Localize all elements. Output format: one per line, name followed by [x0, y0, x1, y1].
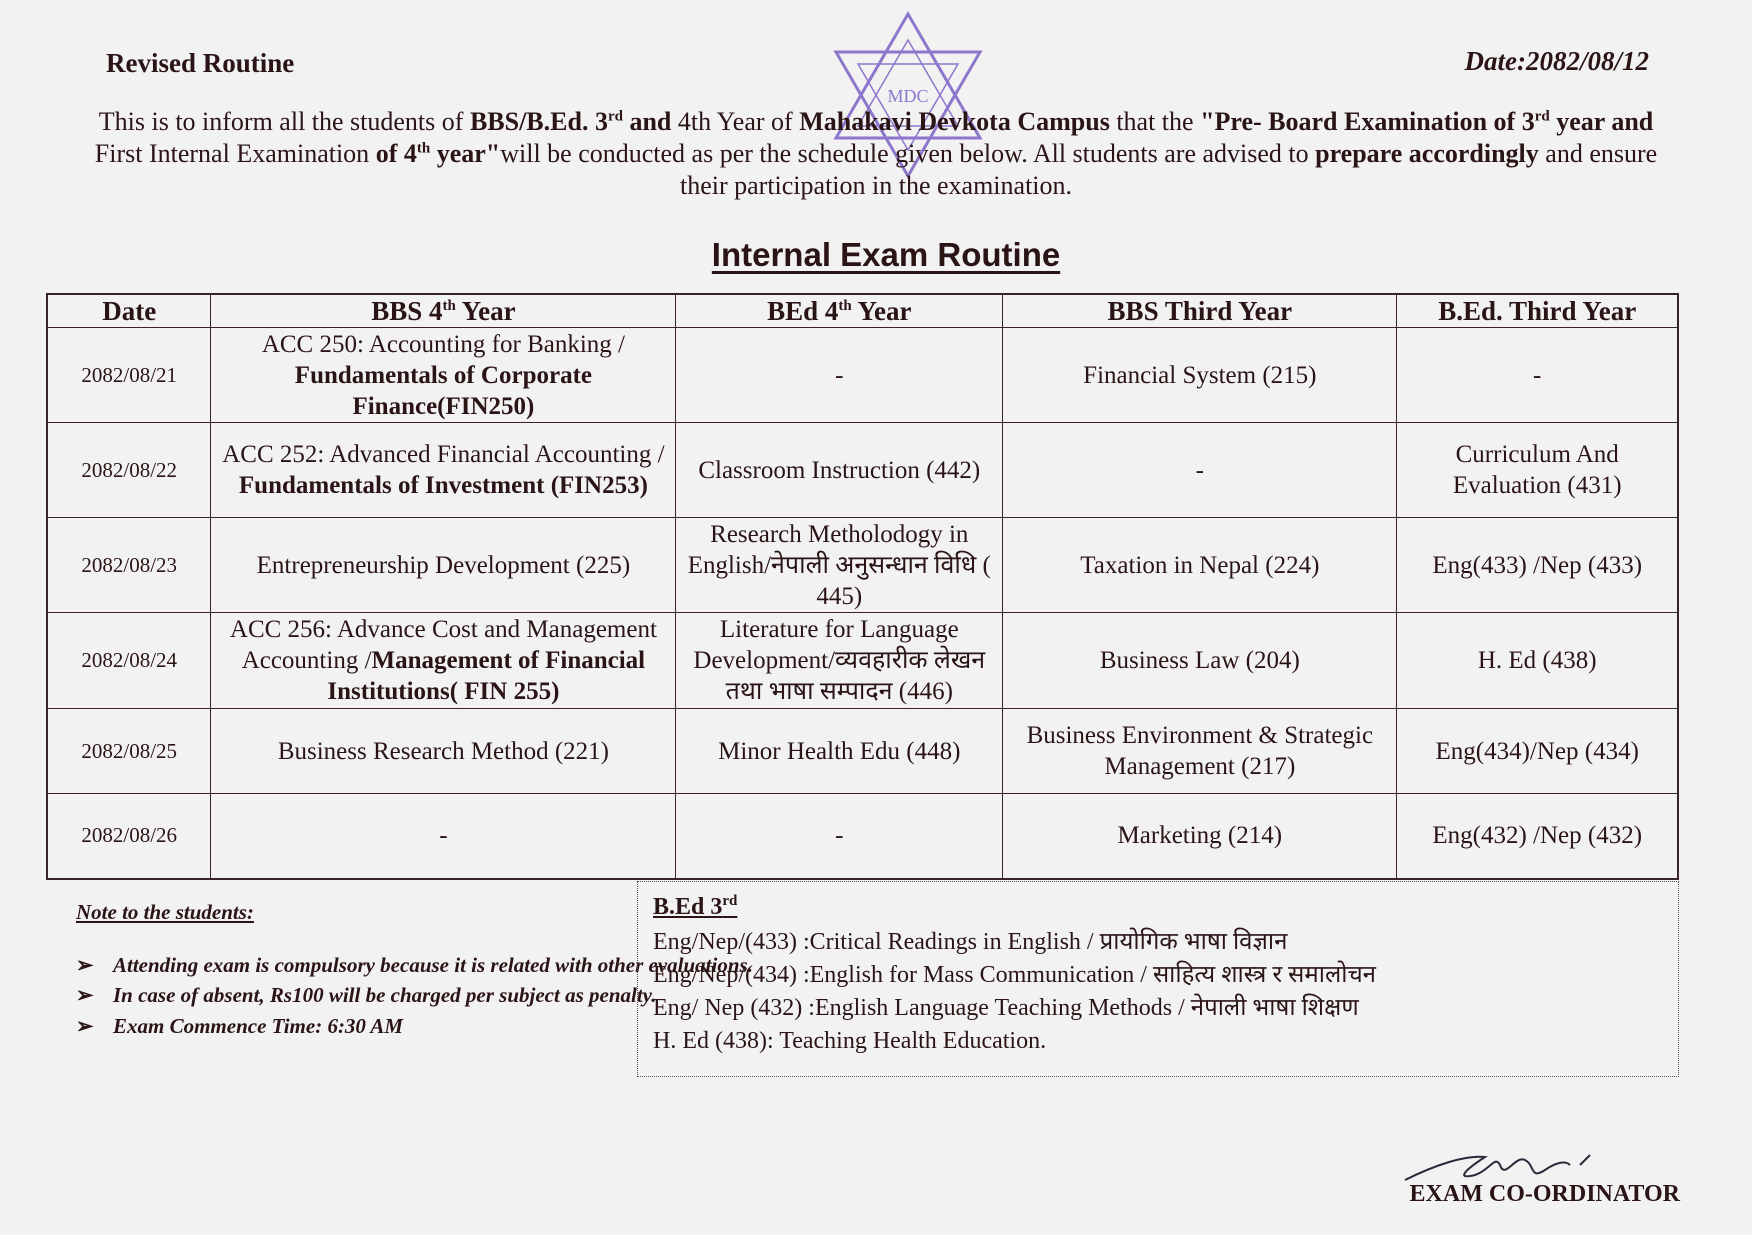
- bed-third-subjects-box: [637, 881, 1679, 1077]
- text-segment: ACC 256: Advance Cost and Management Accounting /: [229, 616, 657, 674]
- text-segment: -: [1195, 456, 1204, 484]
- notes-heading: Note to the students:: [76, 900, 254, 924]
- note-text: Attending exam is compulsory because it is related with other evaluations.: [113, 952, 753, 977]
- text-segment: BEd 4: [767, 295, 839, 326]
- cell-bbs-4th: [211, 518, 676, 613]
- column-header-bed-3rd: [1397, 294, 1678, 328]
- cell-bed-3rd: [1397, 423, 1678, 518]
- table-row: [47, 518, 1678, 613]
- text-segment: Business Law (204): [1099, 647, 1300, 674]
- intro-segment: year": [430, 139, 501, 168]
- text-segment: B.Ed. Third Year: [1438, 295, 1637, 326]
- table-row: [47, 794, 1678, 879]
- text-segment: Taxation in Nepal (224): [1080, 551, 1320, 579]
- bed-box-heading-text: B.Ed 3: [653, 894, 723, 920]
- cell-bbs-3rd: [1003, 709, 1397, 794]
- intro-segment: 4th Year of: [677, 107, 800, 136]
- text-segment: Year: [851, 295, 912, 326]
- intro-segment: BBS/B.Ed. 3: [469, 107, 608, 136]
- subject-code-line: Eng/ Nep (432) :English Language Teaching Methods / नेपाली भाषा शिक्षण: [653, 995, 1359, 1021]
- document-date: Date:2082/08/12: [1464, 46, 1649, 76]
- note-text: Exam Commence Time: 6:30 AM: [113, 1013, 404, 1038]
- cell-bbs-4th: [211, 794, 676, 879]
- intro-segment: year and: [1549, 107, 1654, 136]
- signatory-title: EXAM CO-ORDINATOR: [1409, 1181, 1680, 1207]
- intro-segment: of 4: [375, 139, 417, 168]
- cell-bbs-3rd: [1003, 423, 1397, 518]
- intro-segment: that the: [1109, 107, 1201, 136]
- text-segment: Fundamentals of Investment (FIN253): [238, 472, 648, 499]
- intro-segment: th: [416, 140, 431, 157]
- intro-paragraph: [80, 106, 1672, 202]
- column-header-bbs-4th: [211, 294, 676, 328]
- text-segment: Marketing (214): [1117, 822, 1283, 850]
- table-row: [47, 709, 1678, 794]
- intro-segment: and: [622, 107, 678, 136]
- text-segment: Entrepreneurship Development (225): [256, 551, 631, 579]
- cell-bbs-4th: [211, 423, 676, 518]
- cell-bed-3rd: [1397, 709, 1678, 794]
- cell-bbs-4th: [211, 709, 676, 794]
- arrow-bullet-icon: ➢: [76, 952, 94, 977]
- text-segment: Literature for Language Development/व्यवहारीक लेखन तथा भाषा सम्पादन (446): [693, 616, 986, 705]
- text-segment: Business Environment & Strategic Management (217): [1026, 722, 1374, 780]
- text-segment: Research Metholodogy in English/नेपाली अनुसन्धान विधि ( 445): [687, 520, 991, 610]
- cell-bbs-3rd: [1003, 328, 1397, 423]
- cell-date: 2082/08/24: [47, 613, 211, 709]
- text-segment: Management of Financial Institutions( FIN 255): [327, 647, 646, 705]
- subject-code-line: Eng/Nep/(433) :Critical Readings in English / प्रायोगिक भाषा विज्ञान: [653, 929, 1288, 955]
- cell-bbs-3rd: [1003, 613, 1397, 709]
- bed-box-heading: [653, 894, 737, 921]
- text-segment: Curriculum And Evaluation (431): [1452, 441, 1622, 499]
- subject-code-line: H. Ed (438): Teaching Health Education.: [653, 1028, 1047, 1054]
- intro-segment: and ensure their participation in the examination.: [679, 139, 1658, 200]
- cell-bed-4th: [676, 709, 1003, 794]
- cell-bed-3rd: [1397, 518, 1678, 613]
- cell-bbs-4th: [211, 613, 676, 709]
- text-segment: BBS Third Year: [1107, 295, 1293, 326]
- text-segment: Eng(434)/Nep (434): [1435, 737, 1639, 765]
- text-segment: Date: [102, 295, 157, 326]
- cell-bbs-4th: [211, 328, 676, 423]
- cell-bed-3rd: [1397, 328, 1678, 423]
- routine-heading: Internal Exam Routine: [711, 236, 1061, 273]
- text-segment: th: [838, 297, 852, 314]
- text-segment: -: [439, 822, 448, 850]
- text-segment: Year: [455, 295, 516, 326]
- note-text: In case of absent, Rs100 will be charged per subject as penalty.: [113, 983, 657, 1007]
- text-segment: Business Research Method (221): [277, 737, 610, 765]
- bed-box-heading-sup: rd: [722, 893, 738, 909]
- cell-bed-4th: [676, 328, 1003, 423]
- cell-bed-4th: [676, 794, 1003, 879]
- cell-date: 2082/08/21: [47, 328, 211, 423]
- text-segment: ACC 250: Accounting for Banking /: [261, 330, 625, 358]
- intro-segment: First Internal Examination: [94, 139, 376, 168]
- text-segment: Classroom Instruction (442): [698, 456, 981, 484]
- text-segment: Fundamentals of Corporate Finance(FIN250): [294, 361, 593, 420]
- column-header-bed-4th: [676, 294, 1003, 328]
- intro-segment: Mahakavi Devkota Campus: [799, 107, 1110, 136]
- intro-segment: "Pre- Board Examination of 3: [1200, 107, 1535, 136]
- text-segment: BBS 4: [371, 295, 443, 326]
- document-title: Revised Routine: [106, 48, 295, 78]
- table-row: [47, 423, 1678, 518]
- column-header-date: [47, 294, 211, 328]
- arrow-bullet-icon: ➢: [76, 1013, 94, 1038]
- cell-date: 2082/08/22: [47, 423, 211, 518]
- cell-bed-3rd: [1397, 613, 1678, 709]
- text-segment: Eng(432) /Nep (432): [1432, 822, 1643, 850]
- text-segment: -: [1533, 361, 1542, 389]
- column-header-bbs-3rd: [1003, 294, 1397, 328]
- stamp-text: MDC: [887, 86, 929, 106]
- cell-bbs-3rd: [1003, 518, 1397, 613]
- text-segment: ACC 252: Advanced Financial Accounting /: [222, 441, 665, 468]
- cell-date: 2082/08/25: [47, 709, 211, 794]
- cell-date: 2082/08/26: [47, 794, 211, 879]
- cell-date: 2082/08/23: [47, 518, 211, 613]
- subject-code-line: Eng/Nep/(434) :English for Mass Communication / साहित्य शास्त्र र समालोचन: [653, 962, 1377, 988]
- table-row: [47, 328, 1678, 423]
- arrow-bullet-icon: ➢: [76, 983, 94, 1007]
- table-row: [47, 613, 1678, 709]
- text-segment: -: [835, 361, 844, 389]
- intro-segment: rd: [607, 108, 623, 125]
- text-segment: Financial System (215): [1083, 361, 1317, 389]
- intro-segment: rd: [1534, 108, 1550, 125]
- cell-bed-4th: [676, 518, 1003, 613]
- cell-bed-3rd: [1397, 794, 1678, 879]
- text-segment: -: [835, 822, 844, 850]
- cell-bed-4th: [676, 613, 1003, 709]
- text-segment: Eng(433) /Nep (433): [1432, 551, 1643, 579]
- table-header-row: [47, 294, 1678, 328]
- cell-bed-4th: [676, 423, 1003, 518]
- intro-segment: will be conducted as per the schedule given below. All students are advised to: [500, 139, 1316, 168]
- text-segment: th: [442, 297, 456, 314]
- intro-segment: prepare accordingly: [1315, 139, 1539, 168]
- text-segment: H. Ed (438): [1477, 647, 1597, 674]
- intro-segment: This is to inform all the students of: [98, 107, 470, 136]
- text-segment: Minor Health Edu (448): [718, 737, 961, 765]
- exam-routine-table: [46, 293, 1679, 880]
- cell-bbs-3rd: [1003, 794, 1397, 879]
